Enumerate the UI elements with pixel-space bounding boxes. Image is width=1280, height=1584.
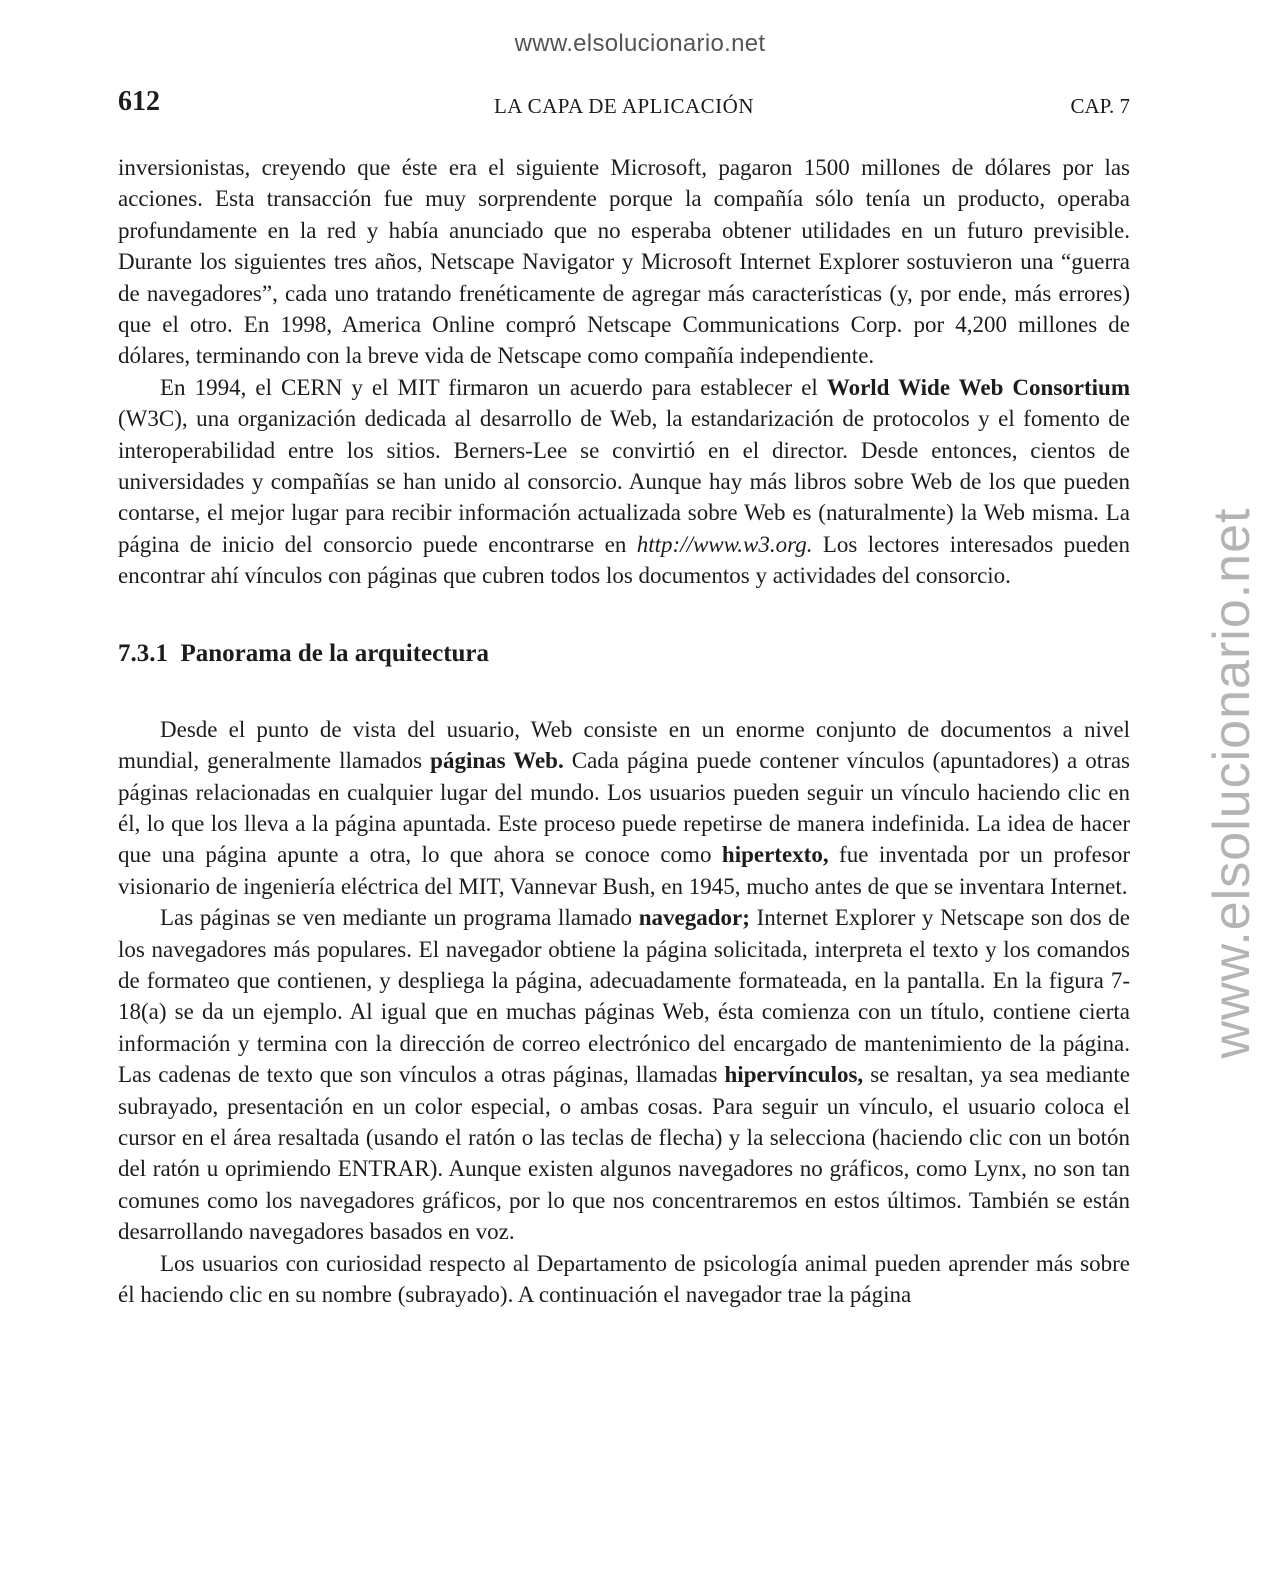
body-text — [118, 152, 1130, 1310]
paragraph-3 — [118, 714, 1130, 902]
paragraph-4 — [118, 902, 1130, 1247]
page-number: 612 — [118, 86, 160, 117]
term-hipervinculos: hipervínculos, — [724, 1062, 864, 1088]
paragraph-2-text-b: (W3C), una organización dedicada al desarrollo de Web, la estandarización de protocolos y el fomento de interoperabilidad entre los sitios. Berners-Lee se convirtió en el director. Desde entonces, cientos de universidades y compañías se han unido al consorcio. Aunque hay más libros sobre Web de los que pueden contarse, el mejor lugar para recibir información actualizada sobre Web es (naturalmente) la Web misma. La página de inicio del consorcio puede encontrarse en — [118, 406, 1130, 557]
term-paginas-web: páginas Web. — [430, 748, 564, 774]
watermark-side: www.elsolucionario.net — [1203, 507, 1261, 1059]
paragraph-4-text-b: Internet Explorer y Netscape son dos de los navegadores más populares. El navegador obtiene la página solicitada, interpreta el texto y los comandos de formateo que contienen, y despliega la página, adecuadamente formateada, en la pantalla. En la figura 7-18(a) se da un ejemplo. Al igual que en muchas páginas Web, ésta comienza con un título, contiene cierta información y termina con la dirección de correo electrónico del encargado de mantenimiento de la página. Las cadenas de texto que son vínculos a otras páginas, llamadas — [118, 905, 1130, 1088]
section-number: 7.3.1 — [118, 639, 168, 667]
term-hipertexto: hipertexto, — [721, 842, 829, 868]
running-head — [118, 86, 1130, 126]
section-heading — [118, 638, 1130, 670]
paragraph-2-text-a: En 1994, el CERN y el MIT firmaron un acuerdo para establecer el — [160, 374, 827, 400]
paragraph-3-text-b: Cada página puede contener vínculos (apuntadores) a otras páginas relacionadas en cualquier lugar del mundo. Los usuarios pueden seguir un vínculo haciendo clic en él, lo que los lleva a la página apuntada. Este proceso puede repetirse de manera indefinida. La idea de hacer que una página apunte a otra, lo que ahora se conoce como — [118, 748, 1130, 868]
section-title: Panorama de la arquitectura — [180, 639, 490, 667]
paragraph-1: inversionistas, creyendo que éste era el siguiente Microsoft, pagaron 1500 millones de dólares por las acciones. Esta transacción fue muy sorprendente porque la compañía sólo tenía un producto, operaba profundamente en la red y había anunciado que no esperaba obtener utilidades en un futuro previsible. Durante los siguientes tres años, Netscape Navigator y Microsoft Internet Explorer sostuvieron una “guerra de navegadores”, cada uno tratando frenéticamente de agregar más características (y, por ende, más errores) que el otro. En 1998, America Online compró Netscape Communications Corp. por 4,200 millones de dólares, terminando con la breve vida de Netscape como compañía independiente. — [118, 155, 1130, 369]
watermark-top: www.elsolucionario.net — [514, 30, 766, 57]
term-navegador: navegador; — [638, 905, 750, 931]
chapter-label: CAP. 7 — [1070, 94, 1130, 118]
w3c-url: http://www.w3.org. — [636, 531, 813, 557]
paragraph-2 — [118, 372, 1130, 592]
paragraph-3-text-a: Desde el punto de vista del usuario, Web consiste en un enorme conjunto de documentos a nivel mundial, generalmente llamados — [118, 716, 1130, 774]
paragraph-4-text-c: se resaltan, ya sea mediante subrayado, presentación en un color especial, o ambas cosas. Para seguir un vínculo, el usuario coloca el cursor en el área resaltada (usando el ratón o las teclas de flecha) y la selecciona (haciendo clic con un botón del ratón u oprimiendo ENTRAR). Aunque existen algunos navegadores no gráficos, como Lynx, no son tan comunes como los navegadores gráficos, por lo que nos concentraremos en estos últimos. También se están desarrollando navegadores basados en voz. — [118, 1062, 1131, 1245]
running-title: LA CAPA DE APLICACIÓN — [493, 94, 755, 118]
paragraph-5: Los usuarios con curiosidad respecto al Departamento de psicología animal pueden aprender más sobre él haciendo clic en su nombre (subrayado). A continuación el navegador trae la página — [118, 1250, 1130, 1307]
paragraph-4-text-a: Las páginas se ven mediante un programa llamado — [160, 905, 639, 931]
term-w3c: World Wide Web Consortium — [826, 374, 1130, 400]
paragraph-3-text-c: fue inventada por un profesor visionario de ingeniería eléctrica del MIT, Vannevar Bush, en 1945, mucho antes de que se inventara Internet. — [118, 842, 1130, 899]
paragraph-2-text-c: Los lectores interesados pueden encontrar ahí vínculos con páginas que cubren todos los documentos y actividades del consorcio. — [118, 531, 1130, 589]
